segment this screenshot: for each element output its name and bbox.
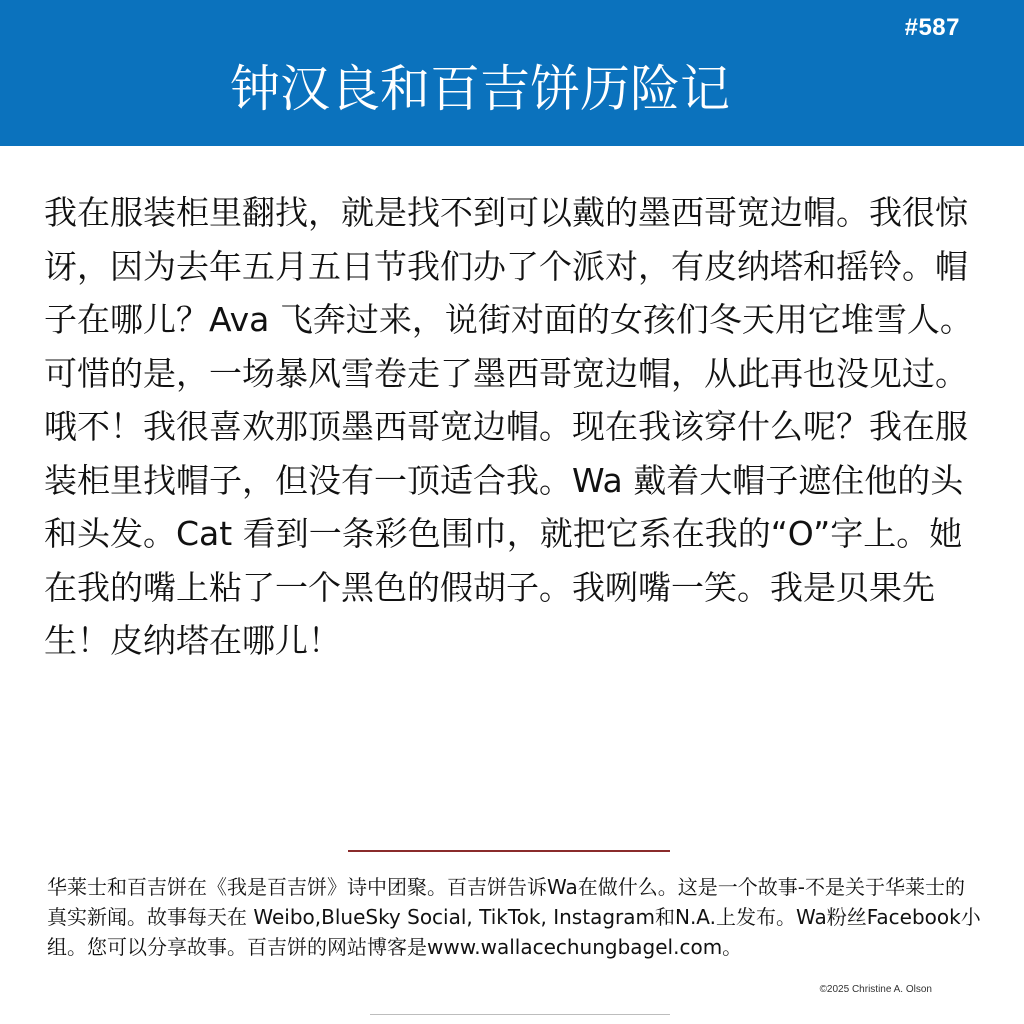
bottom-divider xyxy=(370,1014,670,1015)
copyright-notice: ©2025 Christine A. Olson xyxy=(819,984,932,995)
story-text: 我在服装柜里翻找，就是找不到可以戴的墨西哥宽边帽。我很惊讶，因为去年五月五日节我们办了个派对，有皮纳塔和摇铃。帽子在哪儿？Ava 飞奔过来，说街对面的女孩们冬天用它堆雪人。可惜的是，一场暴风雪卷走了墨西哥宽边帽，从此再也没见过。哦不！我很喜欢那顶墨西哥宽边帽。现在我该穿什么呢？我在服装柜里找帽子，但没有一顶适合我。Wa 戴着大帽子遮住他的头和头发。Cat 看到一条彩色围巾，就把它系在我的“O”字上。她在我的嘴上粘了一个黑色的假胡子。我咧嘴一笑。我是贝果先生！皮纳塔在哪儿！ xyxy=(44,193,973,660)
page-title: 钟汉良和百吉饼历险记 xyxy=(230,60,730,118)
divider-line xyxy=(348,850,670,852)
episode-number: #587 xyxy=(904,14,960,41)
header-banner xyxy=(0,0,1024,146)
footer-note: 华莱士和百吉饼在《我是百吉饼》诗中团聚。百吉饼告诉Wa在做什么。这是一个故事-不是关于华莱士的真实新闻。故事每天在 Weibo,BlueSky Social, TikTok, Instagram和N.A.上发布。Wa粉丝Facebook小组。您可以分享故事。百吉饼的网站博客是www.wallacechungbagel.com。 xyxy=(47,875,981,959)
